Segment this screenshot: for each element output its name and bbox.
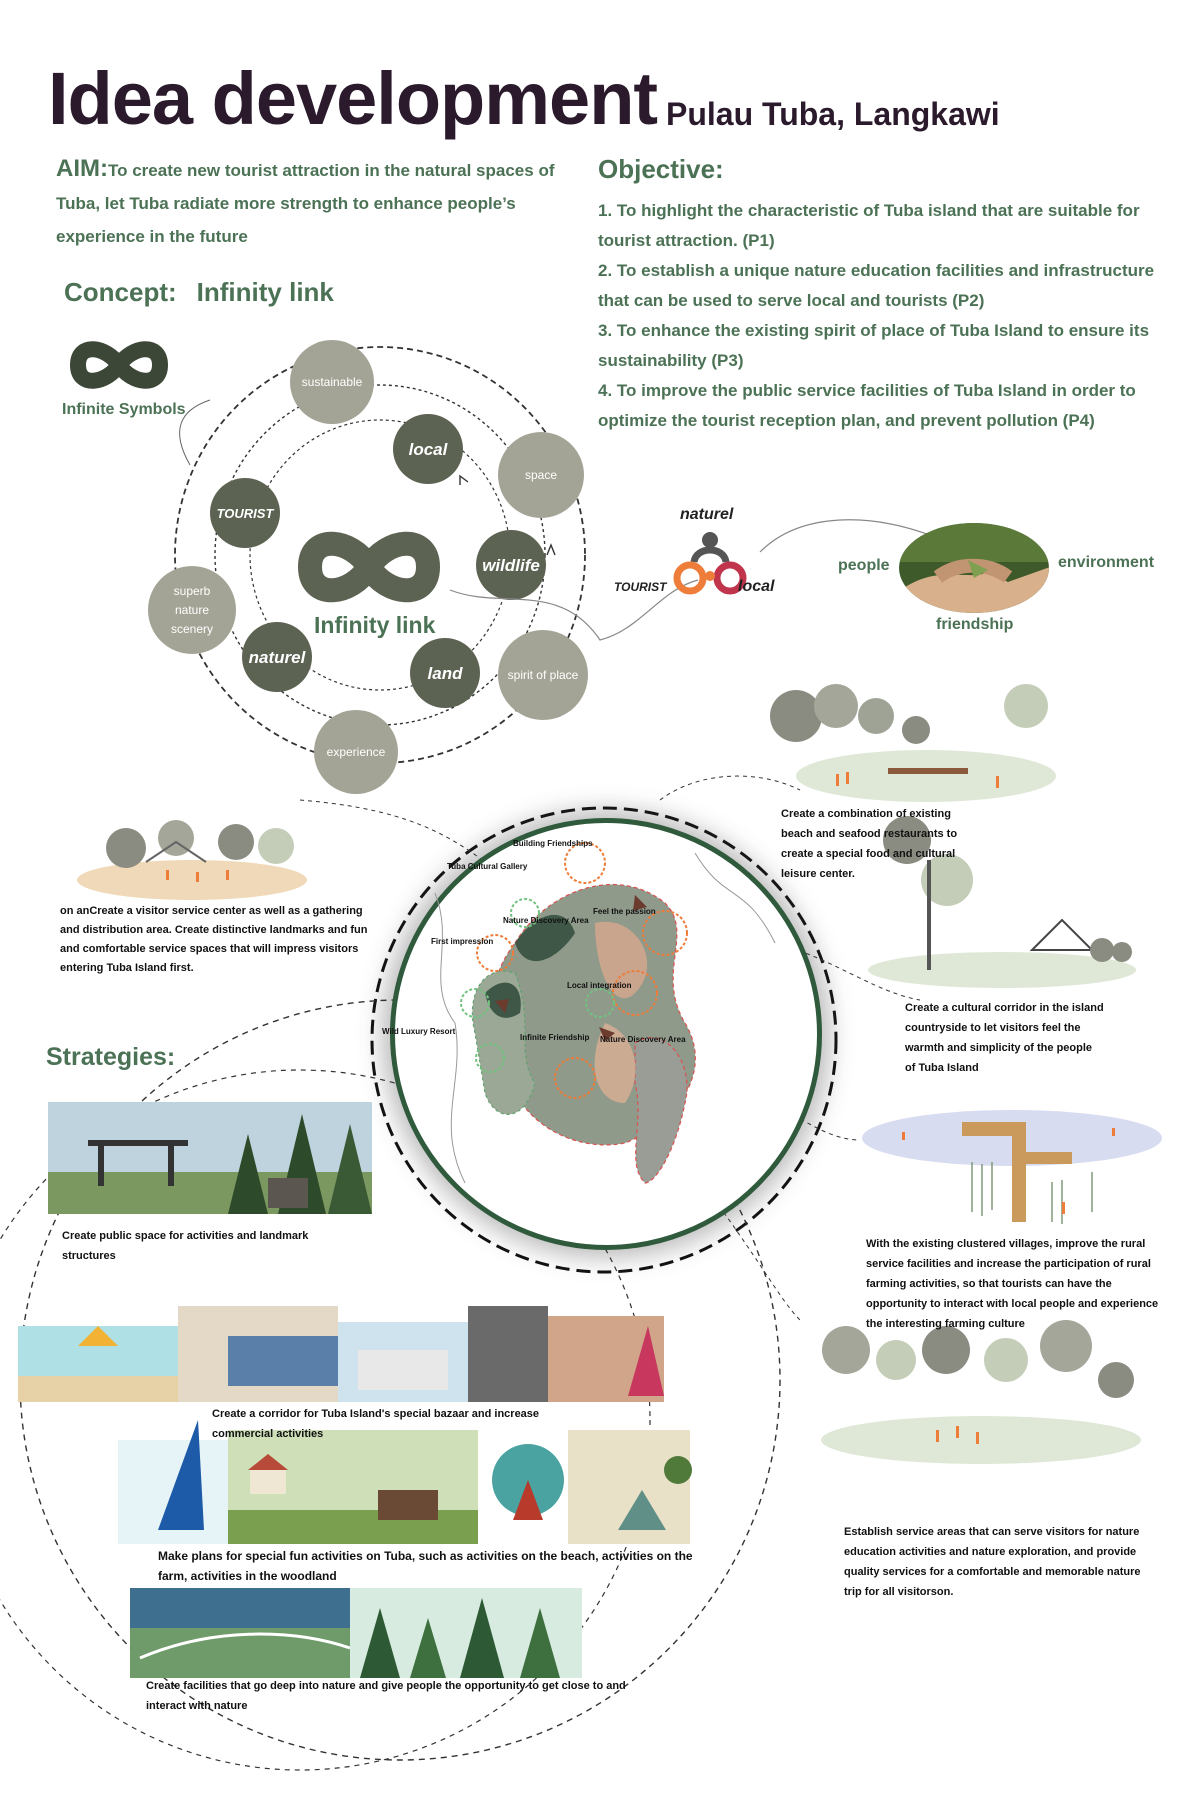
bubble-superb-nature-scenery: superb nature scenery	[148, 566, 236, 654]
bubble-tourist: TOURIST	[210, 478, 280, 548]
nature-facilities-photo	[130, 1588, 582, 1678]
seafood-center-illustration	[776, 676, 1062, 806]
friendship-label: friendship	[936, 616, 1014, 633]
aim-text: To create new tourist attraction in the natural spaces of Tuba, let Tuba radiate more strength to enhance people’s experience in the future	[56, 161, 555, 246]
objective-item: 4. To improve the public service facilities of Tuba Island in order to optimize the tourist reception plan, and prevent pollution (P4)	[598, 381, 1136, 430]
bubble-naturel: naturel	[242, 622, 312, 692]
bazaar-photo-strip	[18, 1306, 664, 1402]
strategy-item: Create public space for activities and landmark structures	[62, 1230, 309, 1262]
public-space-photo	[48, 1102, 372, 1214]
bubble-sustainable: sustainable	[290, 340, 374, 424]
logo-naturel-label: naturel	[680, 506, 734, 523]
note-visitor-center: on anCreate a visitor service center as well as a gathering and distribution area. Create distinctive landmarks and fun and comfortable service spaces that will impress visitors entering Tuba Island first.	[60, 905, 368, 974]
objective-list	[598, 196, 1178, 436]
map-label: Nature Discovery Area	[503, 916, 589, 925]
concept-heading	[64, 277, 334, 308]
map-label: Wild Luxury Resort	[382, 1027, 456, 1036]
note-seafood-center: Create a combination of existing beach and seafood restaurants to create a special food and cultural leisure center.	[781, 808, 958, 880]
aim-block	[56, 152, 556, 253]
map-label: Feel the passion	[593, 907, 656, 916]
bubble-experience: experience	[314, 710, 398, 794]
environment-label: environment	[1058, 554, 1155, 571]
infinity-link-center-label: Infinity link	[314, 612, 436, 638]
note-cultural-corridor: Create a cultural corridor in the island countryside to let visitors feel the warmth and simplicity of the people of Tuba Island	[905, 1002, 1104, 1074]
note-villages: With the existing clustered villages, improve the rural service facilities and increase the participation of rural farming activities, so that tourists can have the opportunity to interact with local people and experience the interesting farming culture	[866, 1238, 1159, 1330]
logo-local-label: local	[738, 578, 775, 595]
bubble-local: local	[393, 414, 463, 484]
service-area-illustration	[816, 1320, 1146, 1470]
map-label: Building Friendships	[513, 839, 593, 848]
aim-label: AIM:	[56, 155, 108, 182]
page-title: Idea development	[48, 57, 658, 140]
bubble-space: space	[498, 432, 584, 518]
visitor-center-illustration	[76, 820, 308, 900]
map-label: Local integration	[567, 981, 632, 990]
map-label: Tuba Cultural Gallery	[447, 862, 528, 871]
concept-label: Concept:	[64, 277, 177, 307]
bubble-wildlife: wildlife	[476, 530, 546, 600]
people-label: people	[838, 557, 890, 574]
handshake-photo	[898, 522, 1050, 614]
island-map	[382, 818, 822, 1250]
strategies-heading: Strategies:	[46, 1043, 176, 1071]
map-label: First impression	[431, 937, 494, 946]
objective-item: 1. To highlight the characteristic of Tuba island that are suitable for tourist attraction. (P1)	[598, 201, 1140, 250]
infinite-symbols-label: Infinite Symbols	[62, 401, 186, 418]
objective-heading: Objective:	[598, 154, 724, 184]
bubble-spirit-of-place: spirit of place	[498, 630, 588, 720]
map-label: Infinite Friendship	[520, 1033, 590, 1042]
strategy-item: Make plans for special fun activities on Tuba, such as activities on the beach, activities on the farm, activities in the woodland	[158, 1549, 693, 1583]
bubble-land: land	[410, 638, 480, 708]
page-subtitle: Pulau Tuba, Langkawi	[666, 96, 1000, 132]
note-service-areas: Establish service areas that can serve visitors for nature education activities and nature exploration, and provide quality services for a comfortable and memorable nature trip for all visitorson.	[844, 1526, 1141, 1598]
concept-name: Infinity link	[196, 277, 334, 307]
objective-item: 2. To establish a unique nature education facilities and infrastructure that can be used to serve local and tourists (P2)	[598, 261, 1155, 310]
objective-item: 3. To enhance the existing spirit of place of Tuba Island to ensure its sustainability (P3)	[598, 321, 1150, 370]
map-label: Nature Discovery Area	[600, 1035, 686, 1044]
island-map-drawing	[395, 823, 817, 1245]
strategy-item: Create facilities that go deep into nature and give people the opportunity to get close to and interact with nature	[146, 1680, 626, 1712]
village-boardwalk-illustration	[862, 1102, 1172, 1232]
strategy-item: Create a corridor for Tuba Island's special bazaar and increase commercial activities	[212, 1408, 540, 1440]
logo-tourist-label: TOURIST	[614, 580, 667, 594]
infinity-center-icon	[296, 526, 442, 608]
